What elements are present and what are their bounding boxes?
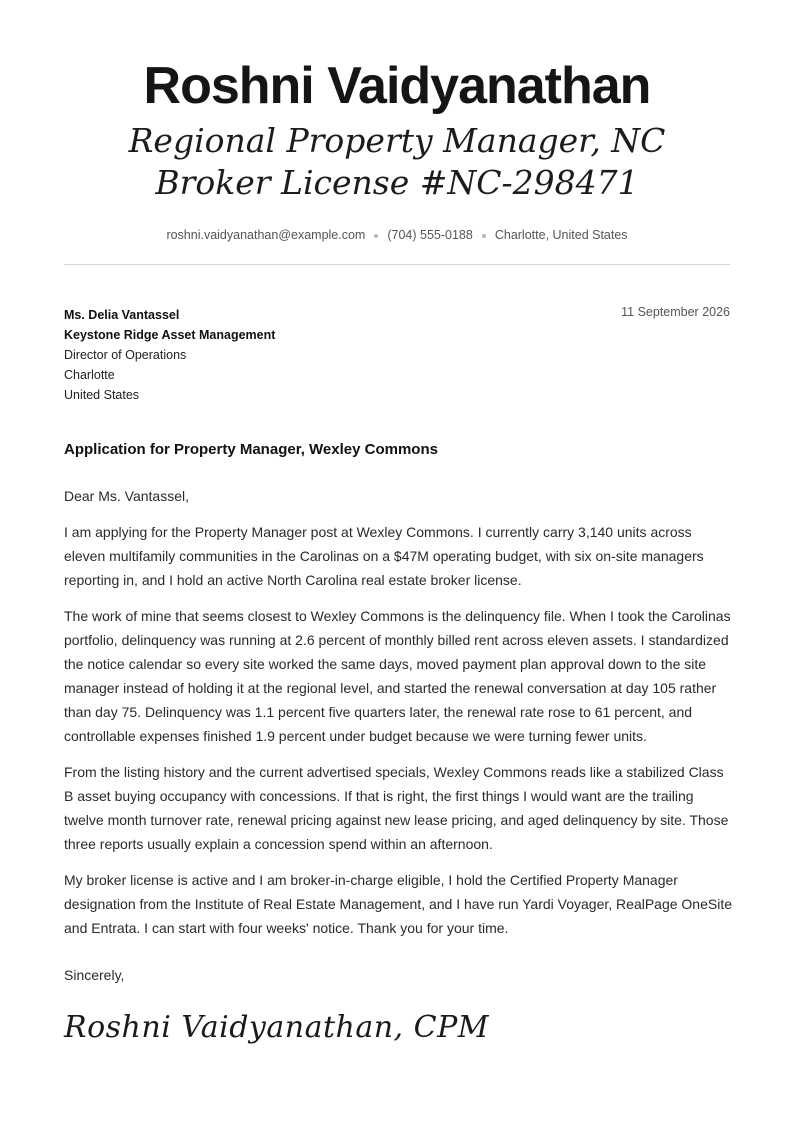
recipient-city: Charlotte	[64, 368, 115, 382]
letter-date: 11 September 2026	[621, 305, 730, 319]
recipient-block	[64, 305, 275, 405]
recipient-country: United States	[64, 388, 140, 402]
contact-location: Charlotte, United States	[494, 228, 628, 242]
sender-name: Roshni Vaidyanathan	[143, 57, 651, 115]
letter-subject: Application for Property Manager, Wexley Commons	[64, 441, 438, 458]
recipient-company: Keystone Ridge Asset Management	[64, 328, 276, 342]
sender-tagline: Regional Property Manager, NC Broker License #NC-298471	[128, 121, 666, 202]
separator-dot-icon	[482, 234, 486, 238]
contact-line	[0, 228, 794, 242]
contact-phone: (704) 555-0188	[387, 228, 473, 242]
recipient-title: Director of Operations	[64, 348, 187, 362]
letter-body	[64, 484, 732, 952]
body-paragraph: I am applying for the Property Manager post at Wexley Commons. I currently carry 3,140 units across eleven multifamily communities in the Carolinas on a $47M operating budget, with six on-site managers reporting in, and I hold an active North Carolina real estate broker license.	[64, 524, 704, 588]
body-paragraph: From the listing history and the current advertised specials, Wexley Commons reads like a stabilized Class B asset buying occupancy with concessions. If that is right, the first things I would want are the trailing twelve month turnover rate, renewal pricing against new lease pricing, and aged delinquency by site. Those three reports usually explain a concession spend within an afternoon.	[64, 764, 729, 852]
separator-dot-icon	[374, 234, 378, 238]
header-divider	[64, 264, 730, 265]
contact-email: roshni.vaidyanathan@example.com	[166, 228, 366, 242]
closing: Sincerely,	[64, 967, 125, 983]
letter-header	[0, 56, 794, 242]
salutation: Dear Ms. Vantassel,	[64, 488, 190, 504]
body-paragraph: My broker license is active and I am broker-in-charge eligible, I hold the Certified Property Manager designation from the Institute of Real Estate Management, and I have run Yardi Voyager, RealPage OneSite and Entrata. I can start with four weeks' notice. Thank you for your time.	[64, 872, 733, 936]
signature: Roshni Vaidyanathan, CPM	[64, 1010, 489, 1045]
body-paragraph: The work of mine that seems closest to Wexley Commons is the delinquency file. When I took the Carolinas portfolio, delinquency was running at 2.6 percent of monthly billed rent across eleven assets. I standardized the notice calendar so every site worked the same days, moved payment plan approval down to the site manager instead of holding it at the regional level, and started the renewal conversation at day 105 rather than day 75. Delinquency was 1.1 percent five quarters later, the renewal rate rose to 61 percent, and controllable expenses finished 1.9 percent under budget because we were turning fewer units.	[64, 608, 731, 744]
recipient-name: Ms. Delia Vantassel	[64, 308, 180, 322]
